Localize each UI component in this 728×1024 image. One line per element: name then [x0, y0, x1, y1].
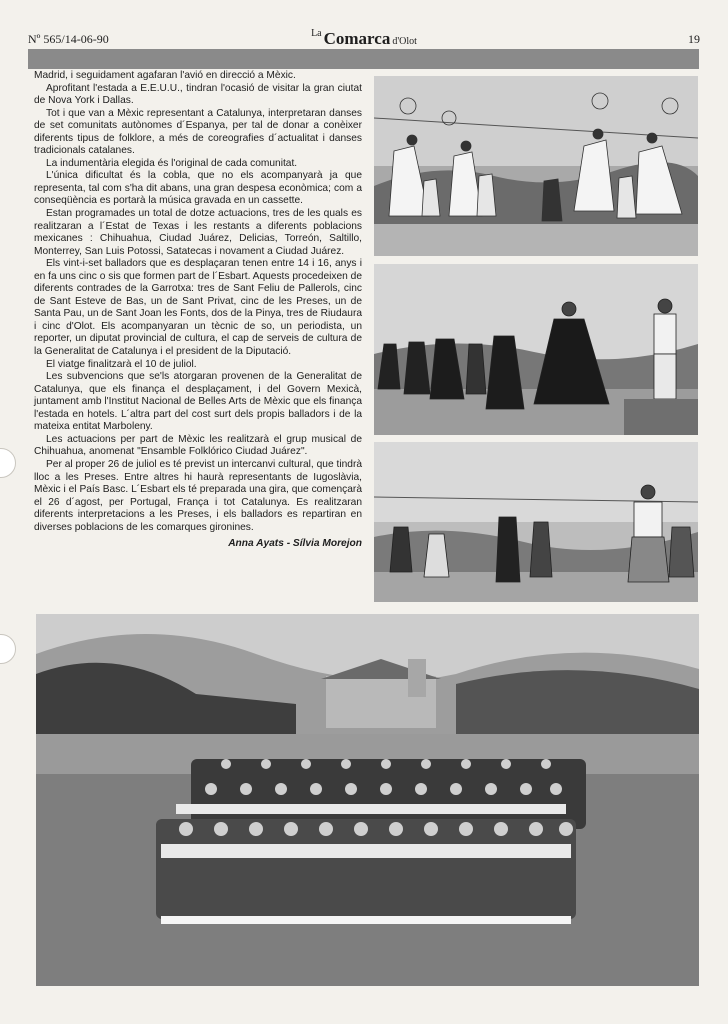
article-paragraph: Les subvencions que se'ls atorgaran provenen de la Generalitat de Catalunya, que els finança el desplaçament, i del Govern Mexicà, juntament amb l'Institut Nacional de Belles Arts de Mèxic que els finança l'estada en hotels. L´altra part del cost surt dels propis balladors i de la mateixa entitat Marboleny.	[34, 371, 362, 433]
issue-number: Nº 565/14-06-90	[28, 32, 109, 46]
article-paragraph: Per al proper 26 de juliol es té previst un intercanvi cultural, que tindrà lloc a les Preses. Entre altres hi haurà representants de Iugoslàvia, Mèxic i el País Basc. L´Esbart els té preparada una gira, que començarà el 26 d´agost, per Portugal, França i tot Catalunya. Es realitzaran diferents interpretacions a les Preses, i els balladors es repartiran en diverses poblacions de les comarques gironines.	[34, 458, 362, 533]
dance-photo-skirts	[374, 264, 698, 435]
page-number: 19	[688, 32, 700, 46]
punch-hole	[0, 634, 16, 664]
page-header	[28, 30, 700, 48]
article-body	[34, 70, 362, 551]
article-paragraph: El viatge finalitzarà el 10 de juliol.	[46, 358, 197, 370]
article-paragraph: Aprofitant l'estada a E.E.U.U., tindran l'ocasió de visitar la gran ciutat de Nova York i Dallas.	[34, 82, 362, 107]
publication-title: $^{La}$ Comarca d'Olot	[311, 28, 417, 48]
group-photo	[36, 614, 699, 986]
dance-photo-hoops	[374, 76, 698, 256]
article-paragraph: L'única dificultat és la cobla, que no els acompanyarà ja que representa, tal com s'ha dit abans, una gran despesa econòmica; com a conseqüència es portarà la música gravada en un cassette.	[34, 170, 362, 207]
dance-photo-outdoor	[374, 442, 698, 602]
article-paragraph: Madrid, i seguidament agafaran l'avió en direcció a Mèxic.	[34, 70, 296, 81]
article-byline: Anna Ayats - Sílvia Morejon	[228, 538, 362, 550]
punch-hole	[0, 448, 16, 478]
article-paragraph: Els vint-i-set balladors que es desplaçaran tenen entre 14 i 16, anys i en fa uns cinc o sis que formen part de l´Esbart. Aquests procedeixen de diferents contrades de la Garrotxa: tres de Sant Feliu de Pallerols, cinc de Sant Esteve de Bas, un de Sant Privat, cinc de les Preses, un de Santa Pau, un de Sant Joan les Fonts, dos de la Pinya, tres de Riudaura i cinc d'Olot. Els acompanyaran un tècnic de so, un periodista, un reporter, un diputat provincial de cultura, el cap de serveis de cultura de la Generalitat de Catalunya i el president de la Diputació.	[34, 258, 362, 358]
article-paragraph: La indumentària elegida és l'original de cada comunitat.	[46, 157, 298, 169]
header-band	[28, 49, 699, 69]
article-paragraph: Les actuacions per part de Mèxic les realitzarà el grup musical de Chihuahua, anomenat "Ensamble Folklórico Ciudad Juárez".	[34, 433, 362, 458]
article-paragraph: Estan programades un total de dotze actuacions, tres de les quals es realitzaran a l´Estat de Texas i les restants a diferents poblacions mexicanes : Chihuahua, Ciudad Juárez, Delicias, Torreón, Saltillo, Monterrey, San Luis Potossi, Satatecas i novament a Ciudad Juárez.	[34, 208, 362, 257]
article-paragraph: Tot i que van a Mèxic representant a Catalunya, interpretaran danses de set comunitats autònomes d´Espanya, per tal de donar a conèixer diferents tipus de folklore, a més de coreografies d´actualitat i danses tradicionals catalanes.	[34, 107, 362, 157]
